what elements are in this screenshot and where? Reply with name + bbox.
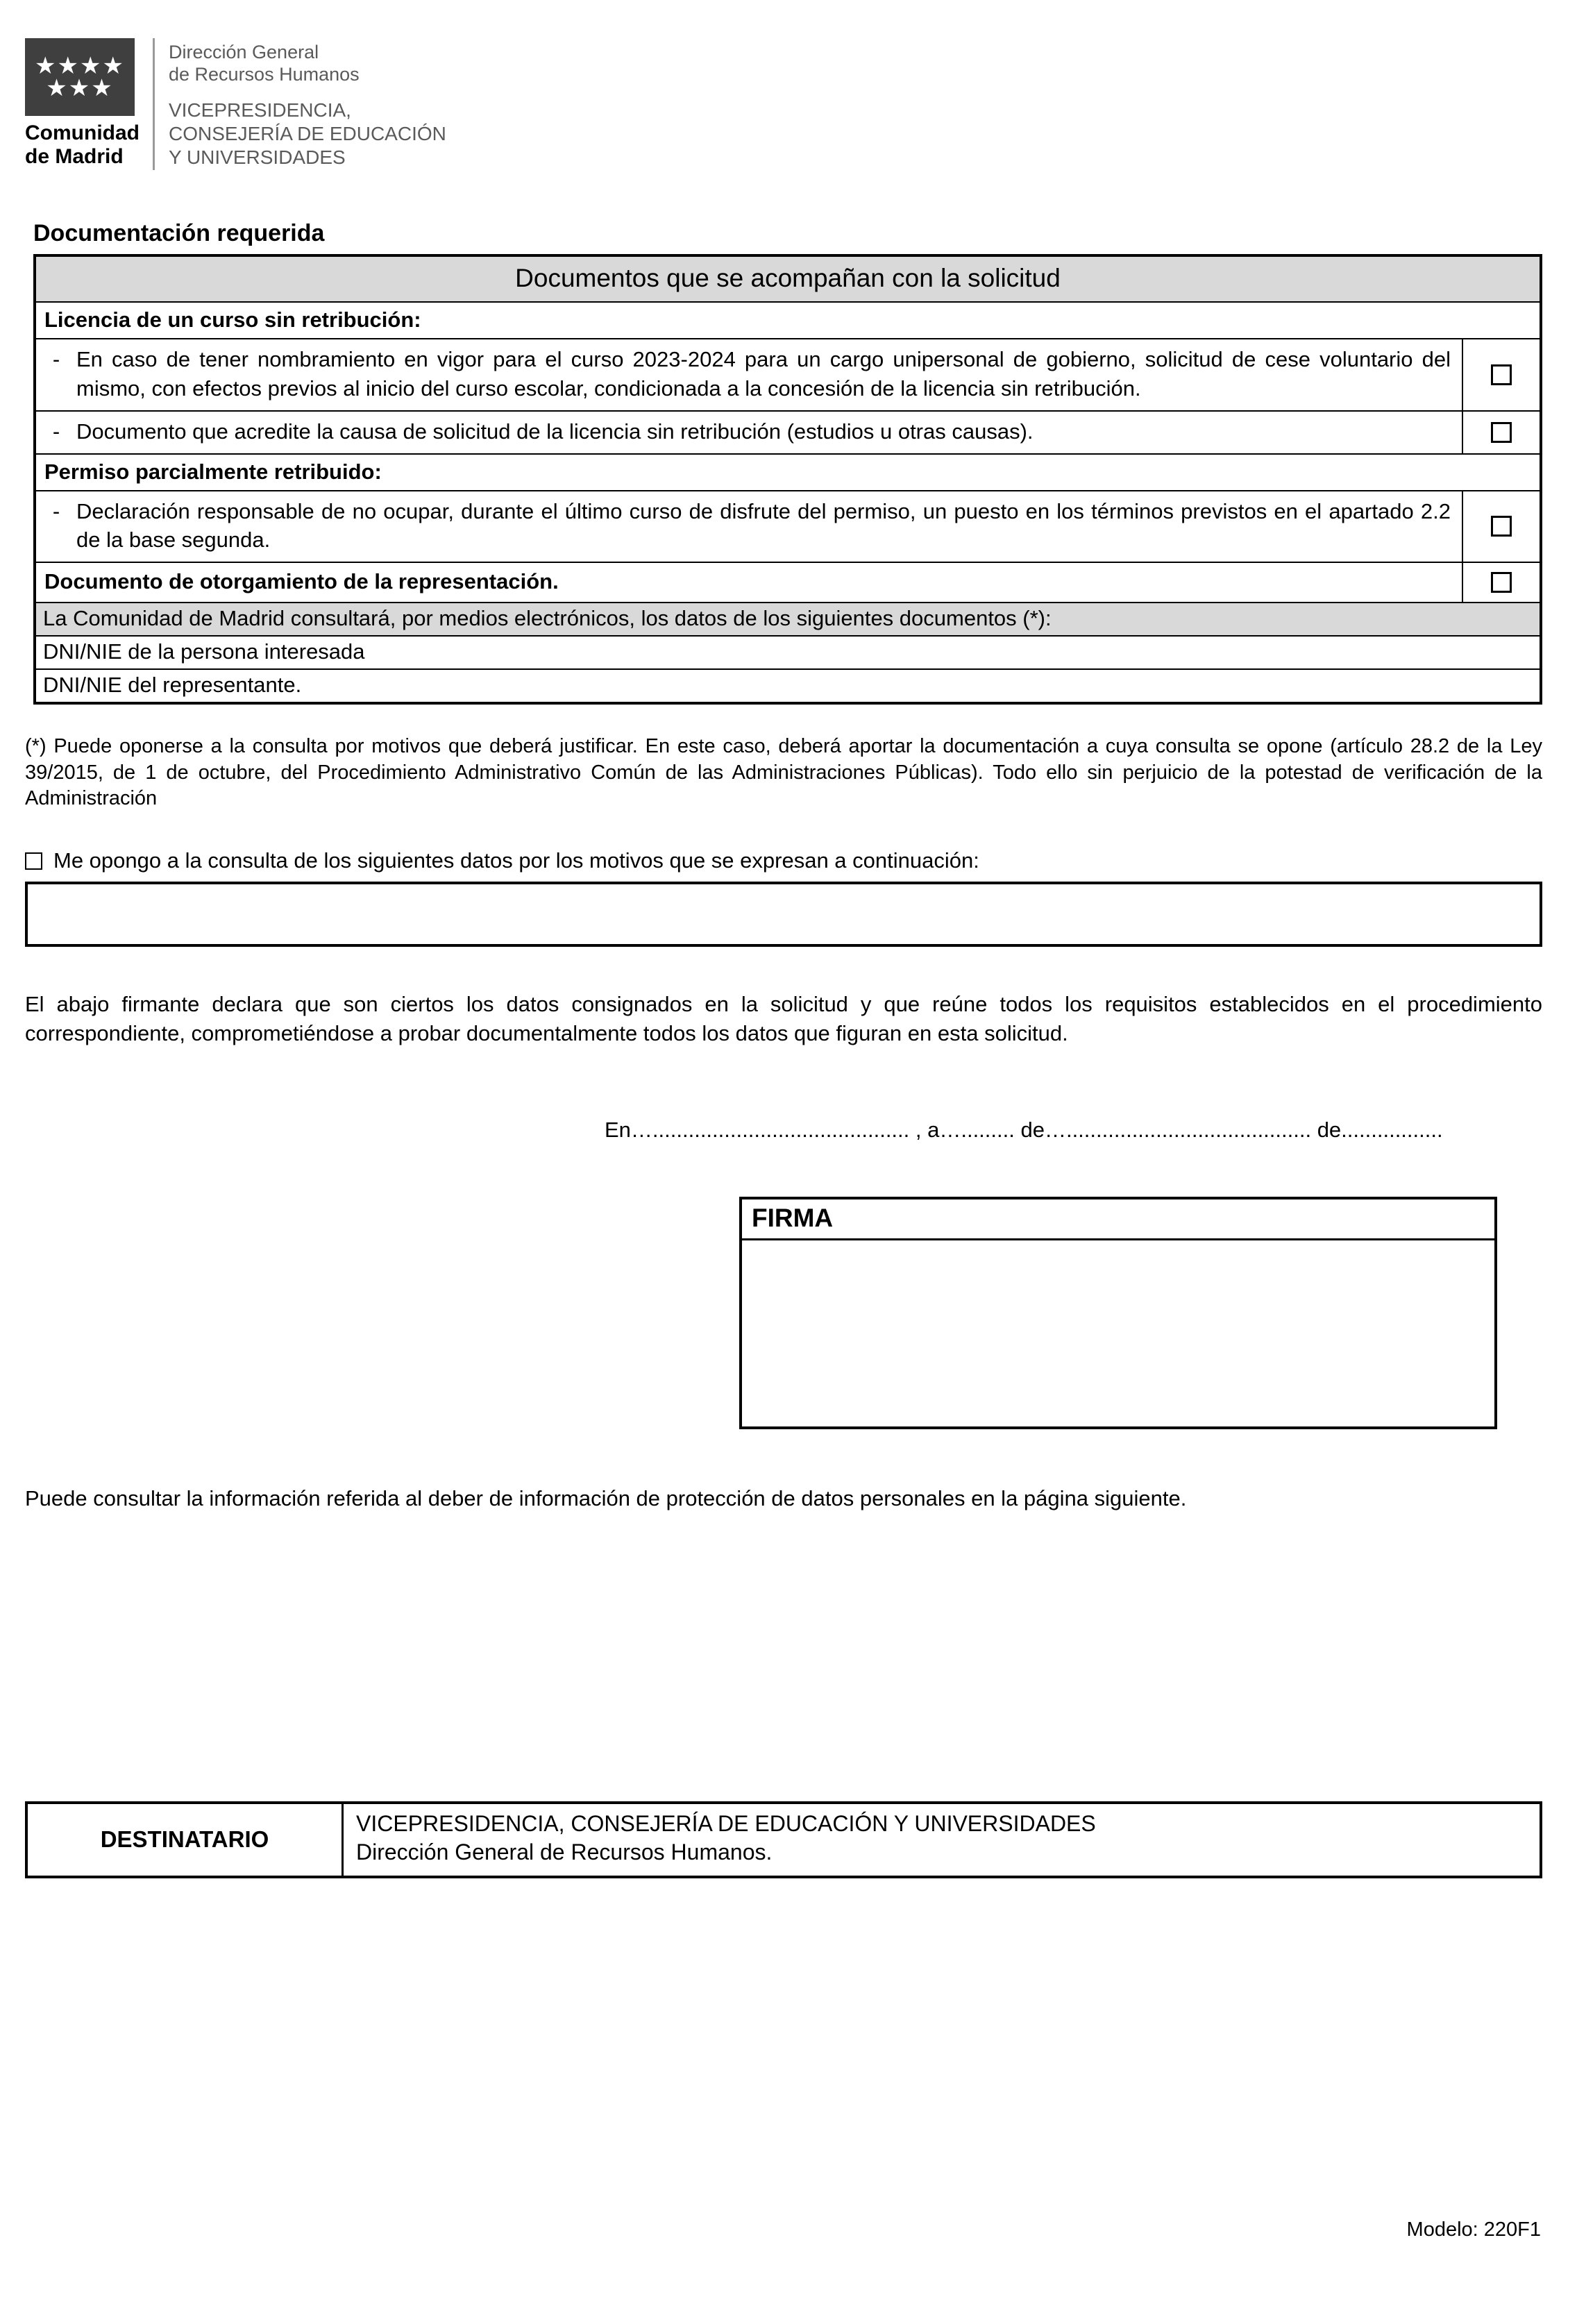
row-text: En caso de tener nombramiento en vigor para el curso 2023-2024 para un cargo unipersonal de gobierno, solicitud de cese voluntario del mismo, con efectos previos al inicio del curso escolar, condicionada a la concesión de la licencia sin retribución. — [76, 347, 1451, 401]
table-row-dni-interesada: DNI/NIE de la persona interesada — [36, 635, 1540, 668]
row-text: Documento de otorgamiento de la representación. — [44, 569, 559, 594]
oppose-label: Me opongo a la consulta de los siguientes datos por los motivos que se expresan a continuación: — [53, 848, 979, 873]
madrid-flag-icon — [25, 38, 135, 116]
dept-line-1: Dirección General — [169, 42, 319, 62]
dept-line-3: VICEPRESIDENCIA, — [169, 99, 351, 121]
checkbox-cell — [1462, 563, 1540, 602]
destinatario-value — [341, 1804, 1540, 1876]
destinatario-label: DESTINATARIO — [100, 1826, 269, 1853]
oppose-reasons-input[interactable] — [25, 882, 1542, 947]
header-divider — [153, 38, 155, 170]
dept-line-4: CONSEJERÍA DE EDUCACIÓN — [169, 122, 446, 144]
signature-box — [739, 1197, 1497, 1429]
table-row-declaracion-responsable — [36, 490, 1540, 562]
checkbox-otorgamiento-representacion[interactable] — [1491, 572, 1512, 593]
flag-stars-row-2: ★★★ — [46, 75, 114, 101]
declaration-text: El abajo firmante declara que son ciertos los datos consignados en la solicitud y que reúne todos los requisitos establecidos en el procedimiento correspondiente, comprometiéndose a probar documentalmente todos los datos que figuran en esta solicitud. — [25, 992, 1542, 1045]
table-row-section-licencia: Licencia de un curso sin retribución: — [36, 301, 1540, 338]
destinatario-line-1: VICEPRESIDENCIA, CONSEJERÍA DE EDUCACIÓN Y UNIVERSIDADES — [356, 1810, 1096, 1836]
row-text: Declaración responsable de no ocupar, durante el último curso de disfrute del permiso, un puesto en los términos previstos en el apartado 2.2 de la base segunda. — [76, 498, 1451, 553]
oppose-line — [25, 848, 1542, 873]
checkbox-cell — [1462, 412, 1540, 453]
section-title: Documentación requerida — [33, 220, 325, 246]
documents-table — [33, 254, 1542, 705]
dash-bullet: - — [52, 347, 60, 371]
signature-label: FIRMA — [742, 1199, 1494, 1240]
checkbox-declaracion-responsable[interactable] — [1491, 516, 1512, 537]
checkbox-causa-licencia[interactable] — [1491, 422, 1512, 443]
row-text: Documento que acredite la causa de solicitud de la licencia sin retribución (estudios u otras causas). — [76, 419, 1034, 444]
table-row-section-permiso: Permiso parcialmente retribuido: — [36, 453, 1540, 490]
dash-bullet: - — [52, 419, 60, 444]
checkbox-cell — [1462, 339, 1540, 410]
department-block — [169, 38, 446, 169]
table-row-consulta-electronica: La Comunidad de Madrid consultará, por medios electrónicos, los datos de los siguientes documentos (*): — [36, 602, 1540, 635]
destinatario-table — [25, 1801, 1542, 1878]
privacy-note: Puede consultar la información referida al deber de información de protección de datos personales en la página siguiente. — [25, 1485, 1187, 1510]
destinatario-line-2: Dirección General de Recursos Humanos. — [356, 1839, 773, 1865]
checkbox-me-opongo[interactable] — [25, 852, 42, 870]
dept-line-2: de Recursos Humanos — [169, 64, 360, 85]
header — [25, 38, 1542, 170]
checkbox-cell — [1462, 491, 1540, 562]
logo-org-line-1: Comunidad — [25, 121, 140, 144]
dept-line-5: Y UNIVERSIDADES — [169, 146, 346, 169]
table-row-causa-licencia — [36, 410, 1540, 453]
footnote-asterisk: (*) Puede oponerse a la consulta por motivos que deberá justificar. En este caso, deberá aportar la documentación a cuya consulta se opone (artículo 28.2 de la Ley 39/2015, de 1 de octubre, del Procedimiento Administrativo Común de las Administraciones Públicas). Todo ello sin perjuicio de la potestad de verificación de la Administración — [25, 735, 1542, 810]
checkbox-cese-voluntario[interactable] — [1491, 364, 1512, 385]
table-row-otorgamiento — [36, 562, 1540, 602]
table-row-dni-representante: DNI/NIE del representante. — [36, 668, 1540, 702]
logo-org-line-2: de Madrid — [25, 144, 124, 168]
form-model-number: Modelo: 220F1 — [1406, 2218, 1541, 2241]
date-line: En…........................................... , a…......... de…......................................... de................. — [605, 1117, 1443, 1142]
table-header: Documentos que se acompañan con la solicitud — [36, 257, 1540, 301]
table-row-cese-voluntario — [36, 338, 1540, 410]
comunidad-madrid-logo — [25, 38, 140, 168]
dash-bullet: - — [52, 498, 60, 523]
flag-stars-row-1: ★★★★ — [35, 52, 125, 79]
signature-input-area[interactable] — [742, 1240, 1494, 1426]
